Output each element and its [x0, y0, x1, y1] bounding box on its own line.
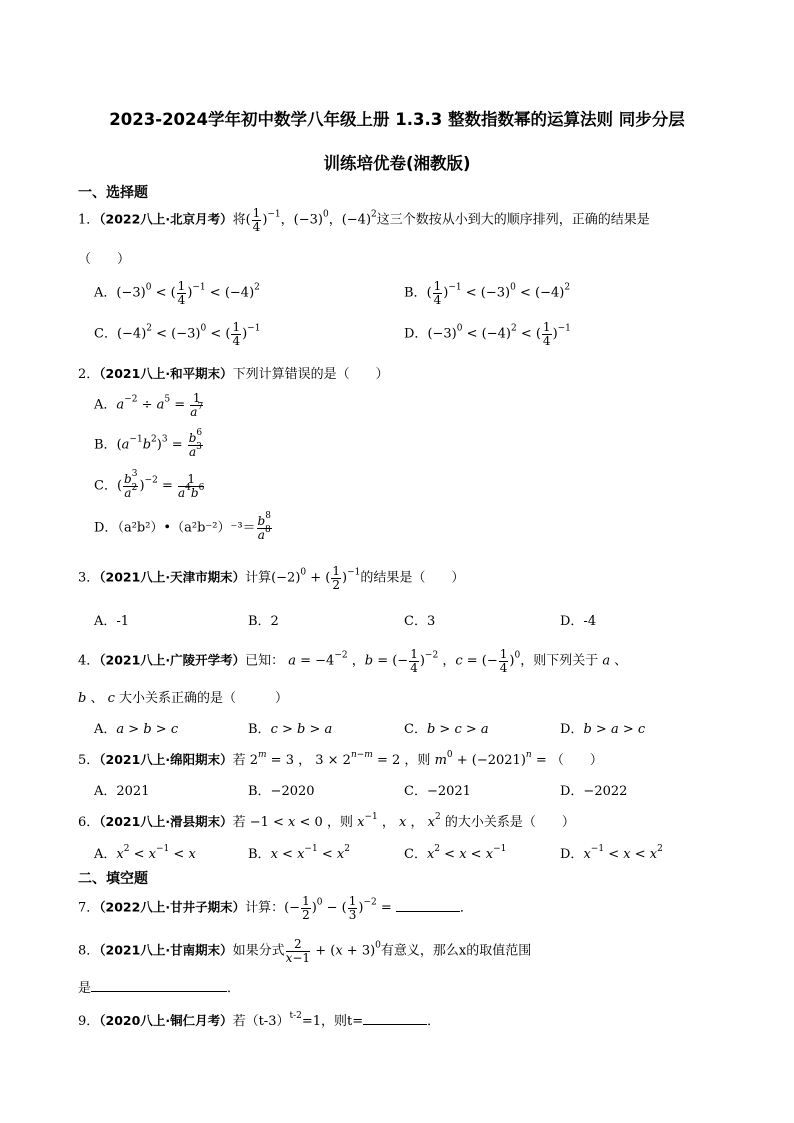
- q8-source: （2021八上·甘南期末）: [99, 942, 233, 958]
- question-5: 5．（2021八上·绵阳期末）若 $2^m = 3$ ， $3 \times 2^{n-m} = 2$ ，则 $m^0 + (-2021)^n$ = （ ）: [78, 750, 603, 768]
- q4-source: （2021八上·广陵开学考）: [99, 652, 246, 668]
- q6-option-b[interactable]: B．$x < x^{-1} < x^2$: [248, 844, 350, 862]
- q2-stem: 下列计算错误的是（ ）: [232, 367, 389, 382]
- q4-option-b[interactable]: B．c > b > a: [248, 722, 333, 737]
- q3-option-b[interactable]: B．2: [248, 614, 279, 629]
- q5-option-c[interactable]: C．−2021: [404, 784, 471, 799]
- page-title-line2: 训练培优卷(湘教版): [323, 154, 471, 173]
- q1-stem-c: ，(−4): [328, 212, 372, 228]
- q9-answer-blank[interactable]: [363, 1012, 427, 1025]
- section-fill: 二、填空题: [78, 871, 148, 887]
- question-3: 3．（2021八上·天津市期末）计算$(-2)^0$ + ( $\frac{1}{2}$ )$^{-1}$的结果是（ ）: [78, 564, 465, 592]
- q3-source: （2021八上·天津市期末）: [99, 569, 246, 585]
- q2-option-d[interactable]: D．（a²b²）•（a²b⁻²）⁻³＝ $\frac{b^8}{a^8}$: [94, 511, 271, 542]
- q1-option-d[interactable]: D．$(-3)^0 < (-4)^2$ < ( $\frac{1}{4}$ )$^{-1}$: [404, 320, 571, 348]
- q1-option-c[interactable]: C．$(-4)^2 < (-3)^0$ < ( $\frac{1}{4}$ )$^{-1}$: [94, 320, 261, 348]
- q6-source: （2021八上·滑县期末）: [99, 814, 233, 829]
- q1-answer-paren: （ ）: [78, 252, 131, 267]
- q1-number: 1．: [78, 212, 100, 228]
- section-choice: 一、选择题: [78, 185, 148, 201]
- q9-source: （2020八上·铜仁月考）: [99, 1013, 233, 1028]
- q2-option-a[interactable]: A．$a^{-2} \div a^5$ = $\frac{1}{a^7}$: [94, 391, 204, 419]
- question-4: 4．（2021八上·广陵开学考）已知： $a = -4^{-2}$ ，b = (− $\frac{1}{4}$ )$^{-2}$ ，c = (− $\frac{1}{4}$ )$^0$，则下列关于 a 、: [78, 647, 628, 675]
- page-title-line1: 2023-2024学年初中数学八年级上册 1.3.3 整数指数幂的运算法则 同步分层: [109, 110, 685, 129]
- q1-option-a[interactable]: A．$(-3)^0$ < ( $\frac{1}{4}$ )$^{-1} < (-4)^2$: [94, 279, 260, 307]
- q3-option-d[interactable]: D．-4: [560, 614, 597, 629]
- q6-option-a[interactable]: A．$x^2 < x^{-1} < x$: [94, 844, 196, 862]
- q4-option-a[interactable]: A．a > b > c: [94, 722, 179, 737]
- q8-stem-line2: 是 ．: [78, 981, 241, 996]
- q1-stem-d: 这三个数按从小到大的顺序排列，正确的结果是: [376, 212, 650, 228]
- q5-option-b[interactable]: B．−2020: [248, 784, 315, 799]
- question-6: 6．（2021八上·滑县期末）若 −1 < x < 0 ，则 $x^{-1}$ ， x ， $x^2$ 的大小关系是（ ）: [78, 812, 575, 830]
- q2-source: （2021八上·和平期末）: [99, 366, 233, 381]
- q1-source: （2022八上·北京月考）: [99, 211, 233, 227]
- q4-option-c[interactable]: C．b > c > a: [404, 722, 489, 737]
- q6-option-d[interactable]: D．$x^{-1} < x < x^2$: [560, 844, 663, 862]
- q6-option-c[interactable]: C．$x^2 < x < x^{-1}$: [404, 844, 507, 862]
- q1-fraction: $\frac{1}{4}$: [252, 206, 261, 234]
- q1-stem-b: ，(−3): [280, 212, 323, 228]
- q1-stem-a: 将: [232, 212, 246, 228]
- q7-answer-blank[interactable]: [396, 899, 460, 912]
- question-2: 2．（2021八上·和平期末）下列计算错误的是（ ）: [78, 366, 389, 382]
- q4-stem-line2: b 、 c 大小关系正确的是（ ）: [78, 691, 289, 706]
- q5-option-d[interactable]: D．−2022: [560, 784, 628, 799]
- q7-source: （2022八上·甘井子期末）: [99, 899, 246, 915]
- q8-answer-blank[interactable]: [91, 979, 227, 992]
- q5-option-a[interactable]: A．2021: [94, 784, 150, 799]
- q1-option-b[interactable]: B．( $\frac{1}{4}$ )$^{-1} < (-3)^0 < (-4)^2$: [404, 279, 571, 307]
- q5-source: （2021八上·绵阳期末）: [99, 752, 233, 767]
- question-9: 9．（2020八上·铜仁月考）若$(t-3)^{t-2}=1$，则t= ．: [78, 1011, 441, 1029]
- q2-option-c[interactable]: C．( $\frac{b^3}{a^2}$ )$^{-2}$ = $\frac{1}{a^4b^6}$: [94, 469, 205, 500]
- question-1: 1．（2022八上·北京月考）将( $\frac{1}{4}$ )$^{-1}$，$(-3)^0$，$(-4)^2$这三个数按从小到大的顺序排列，正确的结果是: [78, 206, 650, 234]
- q2-option-b[interactable]: B．$(a^{-1}b^2)^3$ = $\frac{b^6}{a^3}$: [94, 428, 203, 459]
- question-8: 8．（2021八上·甘南期末）如果分式 $\frac{2}{x-1}$ + $(x + 3)^0$有意义，那么x的取值范围: [78, 937, 532, 965]
- question-7: 7．（2022八上·甘井子期末）计算：(− $\frac{1}{2}$ )$^0$ − ( $\frac{1}{3}$ )$^{-2}$ = ．: [78, 894, 473, 922]
- q3-option-c[interactable]: C．3: [404, 614, 436, 629]
- q3-option-a[interactable]: A．-1: [94, 614, 130, 629]
- q4-option-d[interactable]: D．b > a > c: [560, 722, 646, 737]
